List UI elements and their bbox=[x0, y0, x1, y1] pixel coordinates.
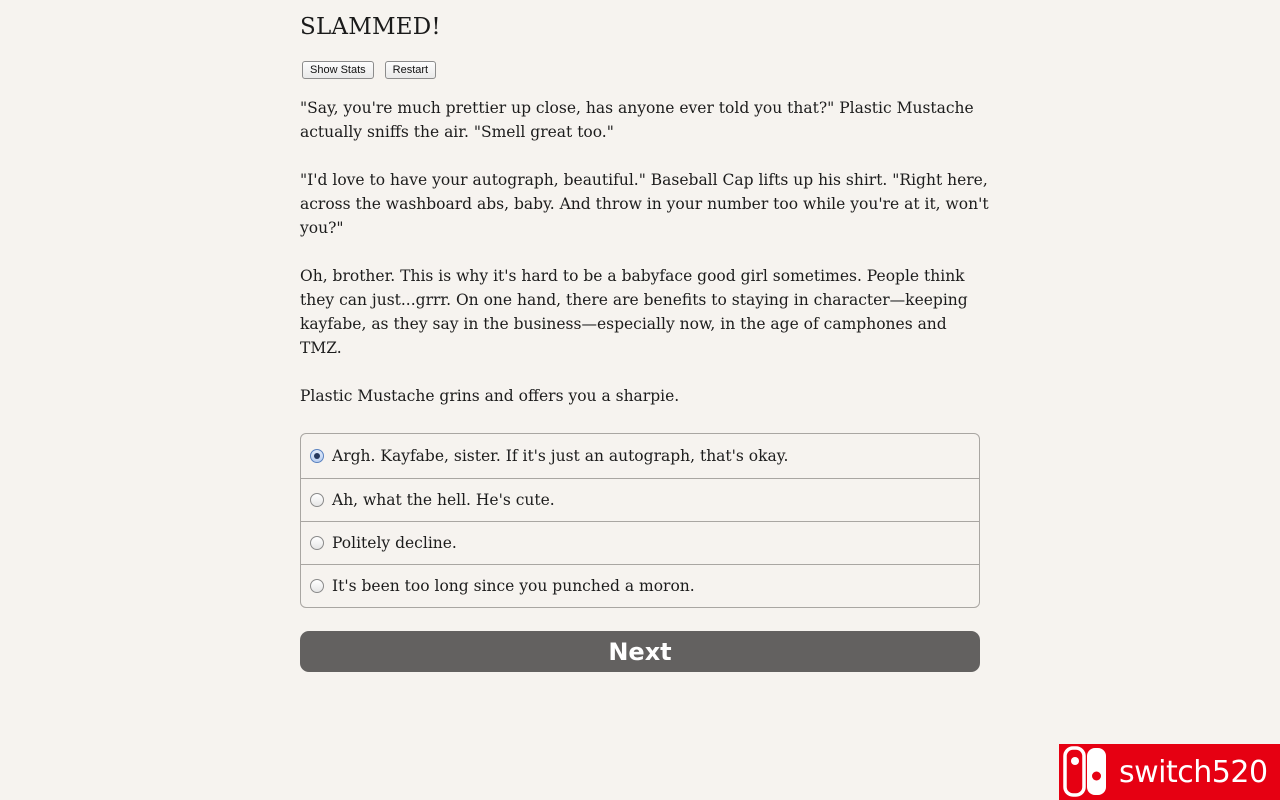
story-paragraph: Plastic Mustache grins and offers you a sharpie. bbox=[300, 387, 680, 405]
choice-label: Argh. Kayfabe, sister. If it's just an autograph, that's okay. bbox=[332, 447, 789, 465]
choice-option-3[interactable] bbox=[301, 521, 979, 564]
choice-option-4[interactable] bbox=[301, 564, 979, 607]
choice-label: It's been too long since you punched a moron. bbox=[332, 577, 695, 595]
game-title: SLAMMED! bbox=[300, 14, 441, 40]
radio-button[interactable] bbox=[310, 536, 324, 550]
choice-option-2[interactable] bbox=[301, 478, 979, 521]
toolbar bbox=[302, 61, 436, 79]
story-paragraph: "I'd love to have your autograph, beautiful." Baseball Cap lifts up his shirt. "Right here, across the washboard abs, baby. And throw in your number too while you're at it, won't you?" bbox=[300, 171, 989, 237]
story-paragraph: Oh, brother. This is why it's hard to be a babyface good girl sometimes. People think they can just...grrr. On one hand, there are benefits to staying in character—keeping kayfabe, as they say in the business—especially now, in the age of camphones and TMZ. bbox=[300, 267, 968, 357]
story-paragraph: "Say, you're much prettier up close, has anyone ever told you that?" Plastic Mustache actually sniffs the air. "Smell great too." bbox=[300, 99, 974, 141]
radio-button[interactable] bbox=[310, 493, 324, 507]
choice-list bbox=[300, 433, 980, 608]
watermark-text: switch520 bbox=[1119, 754, 1268, 790]
choice-label: Ah, what the hell. He's cute. bbox=[332, 491, 555, 509]
watermark-badge bbox=[1059, 744, 1280, 800]
switch-logo-icon bbox=[1059, 744, 1113, 800]
radio-button-selected[interactable] bbox=[310, 449, 324, 463]
show-stats-button[interactable]: Show Stats bbox=[302, 61, 374, 79]
choice-label: Politely decline. bbox=[332, 534, 457, 552]
next-button[interactable]: Next bbox=[300, 631, 980, 672]
radio-button[interactable] bbox=[310, 579, 324, 593]
story-text bbox=[300, 96, 990, 480]
restart-button[interactable]: Restart bbox=[385, 61, 436, 79]
choice-option-1[interactable] bbox=[301, 434, 979, 478]
